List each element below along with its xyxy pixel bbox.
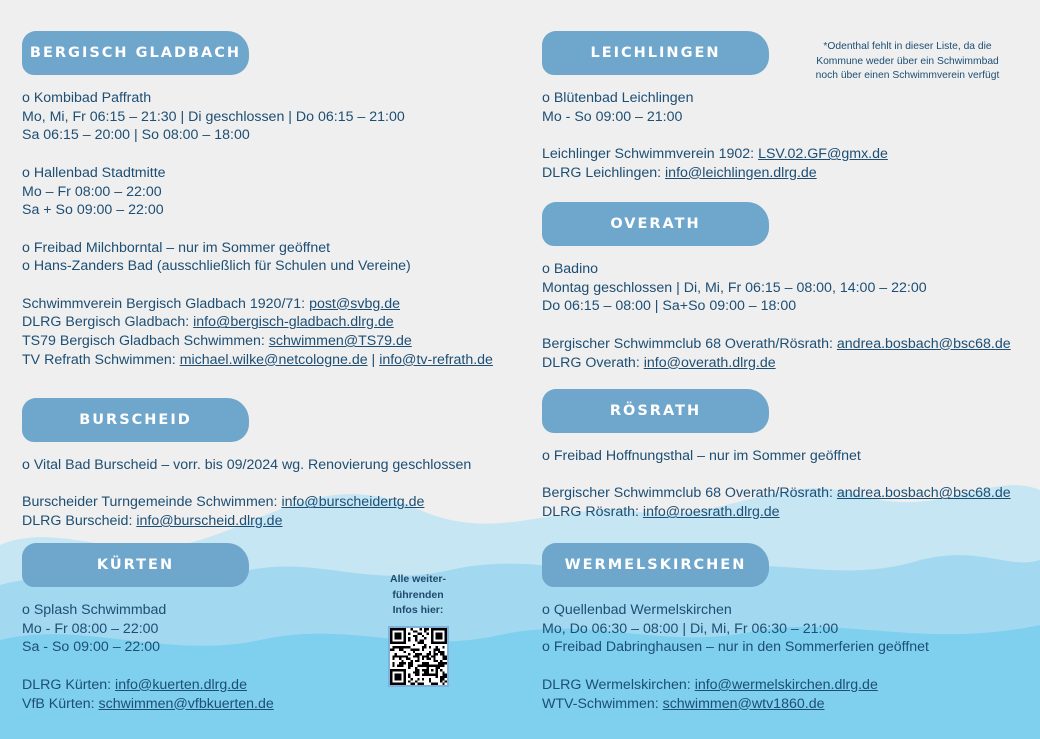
info-line <box>542 620 1022 639</box>
contact-line <box>542 484 1022 503</box>
info-line <box>542 601 1022 620</box>
section-banner: KÜRTEN <box>22 543 249 587</box>
spacer <box>542 316 1022 335</box>
info-line <box>542 89 1022 108</box>
section-leichlingen <box>542 31 1022 183</box>
section-burscheid <box>22 398 502 531</box>
info-line <box>542 638 1022 657</box>
info-line <box>542 279 1022 298</box>
info-line <box>22 201 502 220</box>
spacer <box>542 126 1022 145</box>
line-text: o Quellenbad Wermelskirchen <box>542 602 732 618</box>
contact-line <box>22 295 502 314</box>
spacer <box>22 276 502 295</box>
line-text: Mo - So 09:00 – 21:00 <box>542 108 683 125</box>
qr-caption <box>380 572 456 619</box>
qr-code-icon <box>390 628 447 685</box>
email-link[interactable]: andrea.bosbach@bsc68.de <box>836 335 1011 352</box>
info-line <box>22 108 502 127</box>
section-body <box>22 89 502 370</box>
qr-code[interactable] <box>388 626 449 687</box>
line-text: DLRG Rösrath: <box>542 504 643 521</box>
line-text: Burscheider Turngemeinde Schwimmen: <box>22 494 282 511</box>
section-wermelskirchen <box>542 543 1022 713</box>
contact-line <box>542 503 1022 522</box>
line-text: Mo – Fr 08:00 – 22:00 <box>22 183 162 200</box>
spacer <box>22 475 502 494</box>
line-text: o Badino <box>542 261 599 277</box>
section-banner: BURSCHEID <box>22 398 249 442</box>
email-link[interactable]: info@bergisch-gladbach.dlrg.de <box>193 314 394 331</box>
line-text: o Freibad Milchborntal – nur im Sommer geöffnet <box>22 239 331 256</box>
email-link[interactable]: info@roesrath.dlrg.de <box>642 504 780 521</box>
line-text: Do 06:15 – 08:00 | Sa+So 09:00 – 18:00 <box>542 298 797 315</box>
info-line <box>22 164 502 183</box>
qr-caption-line: Infos hier: <box>392 604 444 616</box>
line-text: DLRG Wermelskirchen: <box>542 676 695 693</box>
info-line <box>22 126 502 145</box>
line-text: Mo - Fr 08:00 – 22:00 <box>22 620 159 637</box>
line-text: o Freibad Dabringhausen – nur in den Sommerferien geöffnet <box>542 639 929 656</box>
line-text: Sa - So 09:00 – 22:00 <box>22 639 161 656</box>
line-text: DLRG Overath: <box>542 354 644 371</box>
section-body <box>542 89 1022 183</box>
line-text: o Blütenbad Leichlingen <box>542 90 694 106</box>
line-text: o Hallenbad Stadtmitte <box>22 164 166 181</box>
info-line <box>22 183 502 202</box>
contact-line <box>542 335 1022 354</box>
line-text: Montag geschlossen | Di, Mi, Fr 06:15 – 08:00, 14:00 – 22:00 <box>542 279 927 296</box>
note-line: noch über einen Schwimmverein verfügt <box>815 70 1000 81</box>
email-link[interactable]: schwimmen@TS79.de <box>268 333 412 350</box>
spacer <box>542 657 1022 676</box>
section-banner: BERGISCH GLADBACH <box>22 31 249 75</box>
contact-line <box>22 351 502 370</box>
contact-line <box>22 512 502 531</box>
contact-line <box>22 695 502 714</box>
contact-line <box>542 354 1022 373</box>
line-text: TV Refrath Schwimmen: <box>22 351 180 368</box>
line-text: DLRG Bergisch Gladbach: <box>22 314 194 331</box>
info-line <box>542 297 1022 316</box>
line-text: o Splash Schwimmbad <box>22 602 167 618</box>
contact-line <box>542 676 1022 695</box>
line-text: Sa 06:15 – 20:00 | So 08:00 – 18:00 <box>22 127 250 144</box>
note-line: Kommune weder über ein Schwimmbad <box>816 55 999 67</box>
section-banner: OVERATH <box>542 202 769 246</box>
separator: | <box>367 351 380 368</box>
info-line <box>22 257 502 276</box>
email-link[interactable]: schwimmen@wtv1860.de <box>662 695 825 712</box>
line-text: o Hans-Zanders Bad (ausschließlich für Schulen und Vereine) <box>22 258 411 275</box>
line-text: DLRG Leichlingen: <box>542 164 666 181</box>
email-link[interactable]: post@svbg.de <box>309 295 400 312</box>
email-link[interactable]: andrea.bosbach@bsc68.de <box>836 485 1011 502</box>
section-body <box>542 601 1022 713</box>
section-banner: WERMELSKIRCHEN <box>542 543 769 587</box>
email-link[interactable]: info@tv-refrath.de <box>379 351 493 368</box>
line-text: Schwimmverein Bergisch Gladbach 1920/71: <box>22 295 310 312</box>
section-body <box>22 456 502 531</box>
contact-line <box>22 313 502 332</box>
section-body <box>542 260 1022 372</box>
contact-line <box>542 145 1022 164</box>
email-link[interactable]: schwimmen@vfbkuerten.de <box>98 695 274 712</box>
spacer <box>22 145 502 164</box>
email-link[interactable]: info@burscheidertg.de <box>281 494 425 511</box>
contact-line <box>542 164 1022 183</box>
line-text: Mo, Mi, Fr 06:15 – 21:30 | Di geschlossen | Do 06:15 – 21:00 <box>22 108 405 125</box>
line-text: Leichlinger Schwimmverein 1902: <box>542 146 759 163</box>
line-text: Bergischer Schwimmclub 68 Overath/Rösrath: <box>542 485 837 502</box>
info-line <box>542 260 1022 279</box>
section-banner: RÖSRATH <box>542 389 769 433</box>
email-link[interactable]: LSV.02.GF@gmx.de <box>758 146 888 163</box>
email-link[interactable]: info@wermelskirchen.dlrg.de <box>694 676 878 693</box>
note-line: *Odenthal fehlt in dieser Liste, da die <box>823 41 992 52</box>
section-body <box>542 447 1022 522</box>
line-text: o Kombibad Paffrath <box>22 90 152 106</box>
line-text: o Freibad Hoffnungsthal – nur im Sommer geöffnet <box>542 448 861 464</box>
email-link[interactable]: info@kuerten.dlrg.de <box>115 676 247 693</box>
spacer <box>22 220 502 239</box>
info-line <box>22 89 502 108</box>
contact-line <box>22 493 502 512</box>
email-link[interactable]: info@burscheid.dlrg.de <box>136 513 283 530</box>
contact-line <box>542 695 1022 714</box>
line-text: Sa + So 09:00 – 22:00 <box>22 202 164 219</box>
contact-line <box>22 332 502 351</box>
line-text: Bergischer Schwimmclub 68 Overath/Rösrath: <box>542 335 837 352</box>
email-link[interactable]: info@leichlingen.dlrg.de <box>665 164 817 181</box>
info-line <box>22 239 502 258</box>
line-text: DLRG Kürten: <box>22 676 116 693</box>
qr-caption-line: Alle weiter- <box>389 573 447 585</box>
section-overath <box>542 202 1022 372</box>
email-link[interactable]: michael.wilke@netcologne.de <box>179 351 368 368</box>
info-line <box>542 108 1022 127</box>
email-link[interactable]: info@overath.dlrg.de <box>643 354 776 371</box>
info-line <box>22 456 502 475</box>
qr-caption-line: führenden <box>392 588 444 601</box>
section-roesrath <box>542 389 1022 522</box>
spacer <box>542 466 1022 485</box>
line-text: WTV-Schwimmen: <box>542 695 663 712</box>
line-text: DLRG Burscheid: <box>22 513 137 530</box>
line-text: TS79 Bergisch Gladbach Schwimmen: <box>22 333 269 350</box>
line-text: VfB Kürten: <box>22 695 99 712</box>
section-bergisch-gladbach <box>22 31 502 370</box>
section-banner: LEICHLINGEN <box>542 31 769 75</box>
line-text: o Vital Bad Burscheid – vorr. bis 09/2024 wg. Renovierung geschlossen <box>22 457 472 473</box>
line-text: Mo, Do 06:30 – 08:00 | Di, Mi, Fr 06:30 – 21:00 <box>542 620 839 637</box>
info-line <box>542 447 1022 466</box>
